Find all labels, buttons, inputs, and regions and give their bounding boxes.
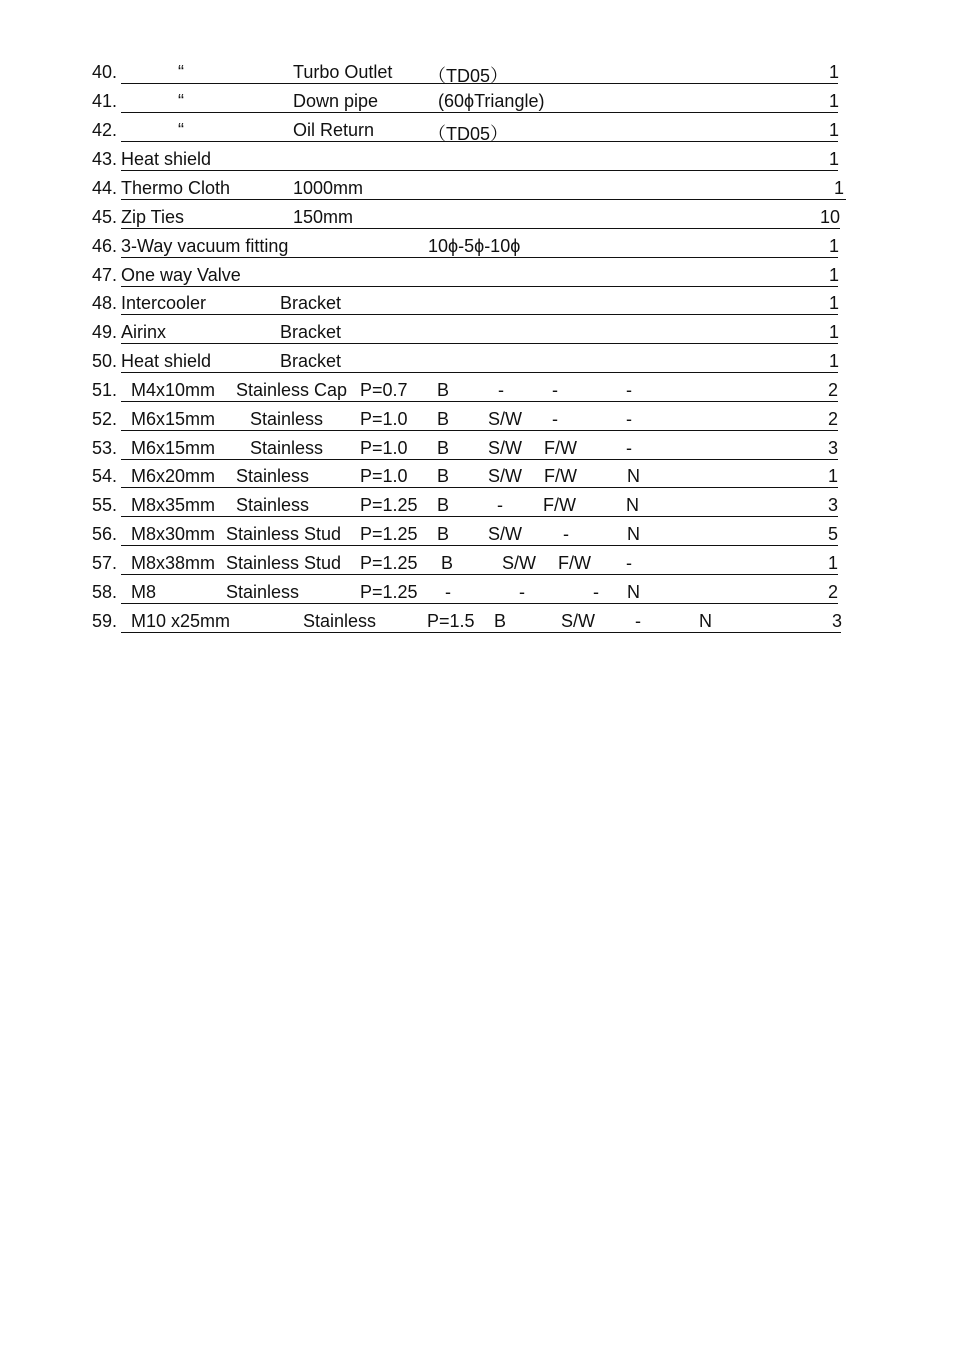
item-field: B [437, 495, 450, 515]
item-field: P=1.5 [427, 611, 475, 631]
item-number: 43. [92, 149, 118, 169]
item-field: - [563, 524, 569, 544]
item-field: F/W [544, 466, 577, 486]
item-field: - [626, 553, 632, 573]
item-quantity: 1 [828, 466, 839, 486]
item-quantity: 1 [829, 91, 840, 111]
item-underline [121, 632, 841, 633]
item-field: P=1.25 [360, 524, 418, 544]
item-field: B [437, 409, 450, 429]
item-field: S/W [488, 524, 522, 544]
item-underline [121, 257, 838, 258]
item-field: M6x20mm [131, 466, 216, 486]
item-field: Heat shield [121, 149, 212, 169]
item-field: - [626, 380, 632, 400]
list-item [0, 409, 954, 438]
item-field: Bracket [280, 293, 342, 313]
item-underline [121, 228, 840, 229]
list-item [0, 380, 954, 409]
list-item [0, 178, 954, 207]
item-number: 42. [92, 120, 118, 140]
list-item [0, 120, 954, 149]
item-number: 55. [92, 495, 118, 515]
item-number: 50. [92, 351, 118, 371]
list-item [0, 149, 954, 178]
item-field: “ [178, 62, 184, 82]
item-underline [121, 314, 838, 315]
item-field: P=1.25 [360, 582, 418, 602]
item-quantity: 1 [829, 351, 840, 371]
item-field: Oil Return [293, 120, 375, 140]
item-quantity: 1 [834, 178, 845, 198]
item-quantity: 1 [829, 293, 840, 313]
item-field: Stainless Stud [226, 553, 342, 573]
item-field: P=1.0 [360, 438, 408, 458]
item-number: 58. [92, 582, 118, 602]
item-field: M10 x25mm [131, 611, 231, 631]
item-field: - [498, 380, 504, 400]
item-field: Stainless Stud [226, 524, 342, 544]
item-field: - [552, 380, 558, 400]
item-field: - [445, 582, 451, 602]
list-item [0, 582, 954, 611]
item-field: Stainless [250, 438, 324, 458]
item-field: (60ϕTriangle) [438, 91, 545, 111]
item-field: F/W [558, 553, 591, 573]
item-field: - [635, 611, 641, 631]
item-field: P=0.7 [360, 380, 408, 400]
item-number: 46. [92, 236, 118, 256]
item-field: M6x15mm [131, 409, 216, 429]
item-quantity: 3 [828, 438, 839, 458]
item-field: S/W [502, 553, 536, 573]
item-quantity: 1 [829, 265, 840, 285]
item-field: N [626, 495, 639, 515]
item-field: M8x35mm [131, 495, 216, 515]
item-field: Stainless Cap [236, 380, 348, 400]
item-field: Stainless [236, 466, 310, 486]
item-field: “ [178, 120, 184, 140]
list-item [0, 62, 954, 91]
item-number: 49. [92, 322, 118, 342]
list-item [0, 236, 954, 265]
item-field: B [437, 380, 450, 400]
item-field: P=1.0 [360, 409, 408, 429]
item-number: 41. [92, 91, 118, 111]
item-field: B [441, 553, 454, 573]
item-quantity: 1 [829, 236, 840, 256]
item-field: Heat shield [121, 351, 212, 371]
item-quantity: 1 [829, 62, 840, 82]
item-quantity: 3 [828, 495, 839, 515]
item-number: 57. [92, 553, 118, 573]
item-number: 52. [92, 409, 118, 429]
item-number: 51. [92, 380, 118, 400]
list-item [0, 91, 954, 120]
item-field: （TD05） [428, 124, 509, 144]
item-field: Stainless [250, 409, 324, 429]
item-quantity: 1 [829, 149, 840, 169]
item-field: M6x15mm [131, 438, 216, 458]
list-item [0, 293, 954, 322]
item-field: Zip Ties [121, 207, 185, 227]
list-item [0, 466, 954, 495]
item-field: - [626, 409, 632, 429]
list-item [0, 611, 954, 640]
item-quantity: 3 [832, 611, 843, 631]
item-field: One way Valve [121, 265, 241, 285]
item-field: 3-Way vacuum fitting [121, 236, 289, 256]
item-underline [121, 170, 838, 171]
item-field: 1000mm [293, 178, 364, 198]
item-underline [121, 112, 838, 113]
item-field: P=1.0 [360, 466, 408, 486]
item-field: N [699, 611, 712, 631]
item-field: - [593, 582, 599, 602]
item-field: S/W [488, 438, 522, 458]
item-field: Intercooler [121, 293, 207, 313]
item-number: 45. [92, 207, 118, 227]
item-field: Airinx [121, 322, 167, 342]
item-field: M8 [131, 582, 157, 602]
list-item [0, 495, 954, 524]
item-underline [121, 343, 838, 344]
item-field: “ [178, 91, 184, 111]
item-field: Turbo Outlet [293, 62, 393, 82]
item-quantity: 1 [828, 553, 839, 573]
item-underline [121, 430, 838, 431]
item-field: P=1.25 [360, 495, 418, 515]
item-field: （TD05） [428, 66, 509, 86]
item-quantity: 2 [828, 380, 839, 400]
item-field: - [497, 495, 503, 515]
list-item [0, 553, 954, 582]
item-field: M8x30mm [131, 524, 216, 544]
item-field: B [494, 611, 507, 631]
item-field: - [626, 438, 632, 458]
item-field: Bracket [280, 322, 342, 342]
item-underline [121, 545, 838, 546]
item-field: M4x10mm [131, 380, 216, 400]
item-number: 44. [92, 178, 118, 198]
item-field: Thermo Cloth [121, 178, 231, 198]
item-field: Stainless [303, 611, 377, 631]
list-item [0, 524, 954, 553]
item-field: 10ϕ-5ϕ-10ϕ [428, 236, 521, 256]
item-field: S/W [488, 466, 522, 486]
item-quantity: 2 [828, 409, 839, 429]
item-underline [121, 286, 838, 287]
item-number: 56. [92, 524, 118, 544]
list-item [0, 351, 954, 380]
item-number: 53. [92, 438, 118, 458]
item-field: N [627, 524, 640, 544]
item-underline [121, 603, 838, 604]
list-item [0, 438, 954, 467]
item-quantity: 1 [829, 322, 840, 342]
item-number: 48. [92, 293, 118, 313]
item-field: M8x38mm [131, 553, 216, 573]
item-field: Stainless [236, 495, 310, 515]
item-field: Stainless [226, 582, 300, 602]
item-field: B [437, 466, 450, 486]
item-underline [121, 199, 846, 200]
item-field: B [437, 524, 450, 544]
item-underline [121, 574, 838, 575]
item-number: 40. [92, 62, 118, 82]
item-field: 150mm [293, 207, 354, 227]
item-field: B [437, 438, 450, 458]
item-field: - [519, 582, 525, 602]
item-field: - [552, 409, 558, 429]
item-underline [121, 487, 838, 488]
item-field: Down pipe [293, 91, 379, 111]
list-item [0, 322, 954, 351]
item-quantity: 1 [829, 120, 840, 140]
item-quantity: 10 [820, 207, 841, 227]
item-number: 59. [92, 611, 118, 631]
item-number: 47. [92, 265, 118, 285]
item-field: S/W [561, 611, 595, 631]
item-field: P=1.25 [360, 553, 418, 573]
item-underline [121, 372, 838, 373]
list-item [0, 207, 954, 236]
item-number: 54. [92, 466, 118, 486]
list-item [0, 265, 954, 294]
item-underline [121, 516, 838, 517]
item-underline [121, 401, 838, 402]
item-quantity: 5 [828, 524, 839, 544]
item-field: F/W [544, 438, 577, 458]
item-field: N [627, 582, 640, 602]
item-underline [121, 459, 838, 460]
item-field: Bracket [280, 351, 342, 371]
item-field: S/W [488, 409, 522, 429]
item-quantity: 2 [828, 582, 839, 602]
item-field: N [627, 466, 640, 486]
item-field: F/W [543, 495, 576, 515]
